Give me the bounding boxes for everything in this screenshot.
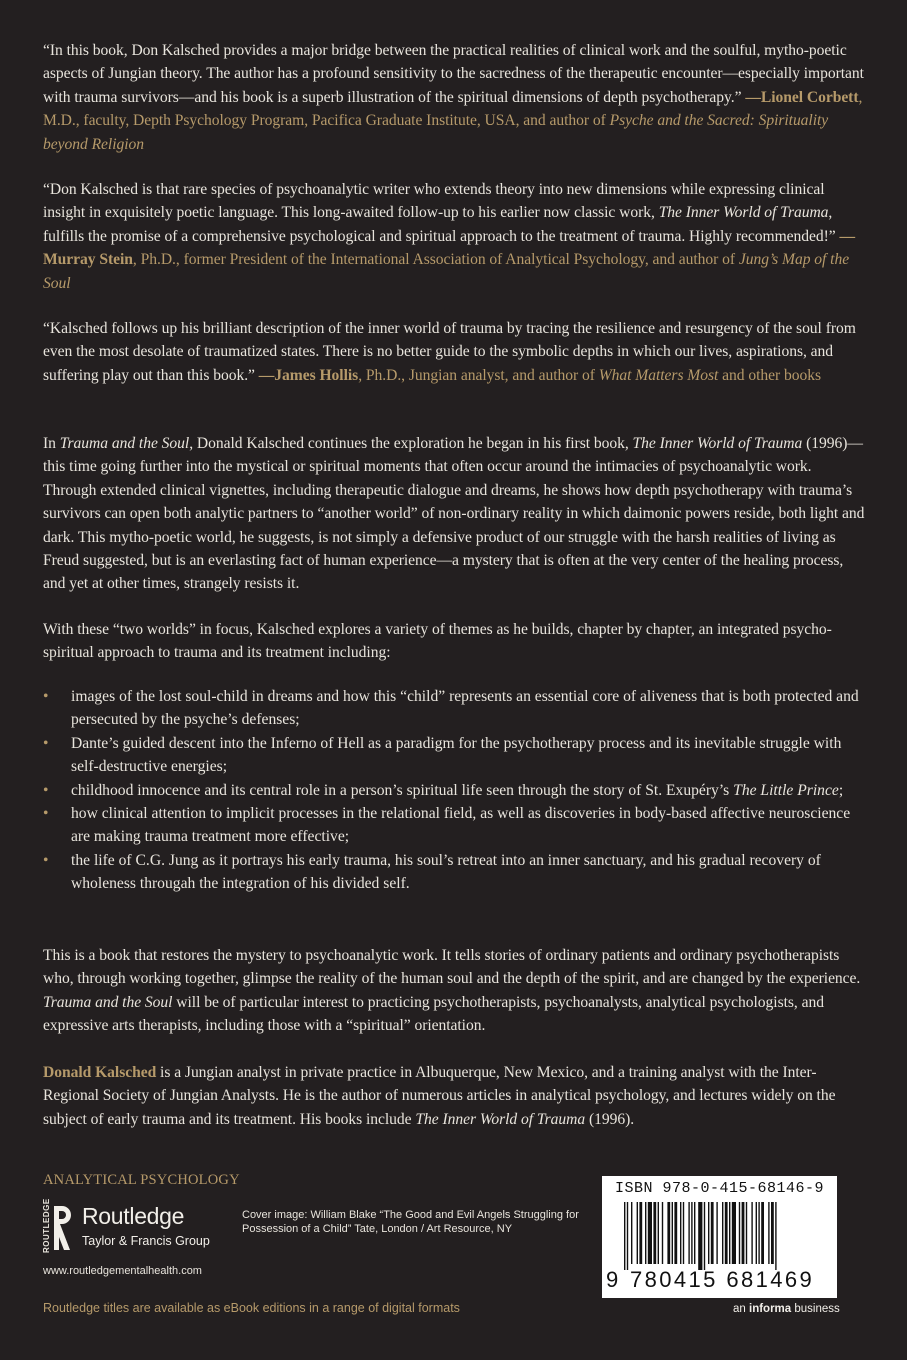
bullet-icon: • (43, 688, 49, 705)
ean-lead-digit: 9 (606, 1267, 619, 1292)
description-paragraph-3: This is a book that restores the mystery to psychoanalytic work. It tells stories of ordinary patients and ordinary psychotherapists who, through working together, glimpse the reality of the human soul and the depth of the spirit, and are changed by the experience. Trauma and the Soul will be of particular interest to practicing psychotherapists, psychoanalysts, analytical psychologists, and expressive arts therapists, including those with a “spiritual” orientation. (43, 947, 861, 1035)
themes-list (43, 685, 865, 896)
list-item: • childhood innocence and its central role in a person’s spiritual life seen through the story of St. Exupéry’s The Little Prince; (43, 779, 865, 802)
cover-credit: Cover image: William Blake “The Good and Evil Angels Struggling for Possession of a Child” Tate, London / Art Resource, NY (242, 1209, 579, 1235)
bullet-icon: • (43, 805, 49, 823)
barcode-icon (624, 1202, 829, 1270)
reviewer-work: What Matters Most (598, 366, 719, 384)
author-name: Donald Kalsched (43, 1064, 157, 1081)
reviewer-name: —Lionel Corbett (745, 88, 859, 106)
publisher-logo (40, 1198, 240, 1257)
list-item: • how clinical attention to implicit processes in the relational field, as well as discoveries in body-based affective neuroscience are making trauma treatment more effective; (43, 802, 865, 849)
isbn-barcode (602, 1176, 837, 1298)
reviewer-work: Jung’s Map of the Soul (43, 251, 850, 292)
bullet-icon: • (43, 734, 49, 752)
publisher-url[interactable]: www.routledgementalhealth.com (43, 1265, 202, 1277)
publisher-group: Taylor & Francis Group (82, 1234, 210, 1248)
reviewer-work: Psyche and the Sacred: Spirituality beyond Religion (43, 112, 829, 153)
publisher-name: Routledge (82, 1203, 185, 1229)
review-quote-stein: “Don Kalsched is that rare species of psychoanalytic writer who extends theory into new dimensions while expressing clinical insight in exquisitely poetic language. This long-awaited follow-up to his earlier now classic work, The Inner World of Trauma, fulfills the promise of a comprehensive psychological and spiritual approach to the treatment of trauma. Highly recommended!” —Murray Stein, Ph.D., former President of the International Association of Analytical Psychology, and author of Jung’s Map of the Soul (43, 181, 856, 292)
reviewer-name: —Murray Stein (43, 227, 856, 269)
review-quote-hollis: “Kalsched follows up his brilliant description of the inner world of trauma by tracing the resilience and resurgency of the soul from even the most desolate of traumatized states. There is no better guide to the symbolic depths in which our lives, aspirations, and suffering play out than this book.” —James Hollis, Ph.D., Jungian analyst, and author of What Matters Most and other books (43, 320, 856, 384)
list-item: • Dante’s guided descent into the Inferno of Hell as a paradigm for the psychotherapy process and its inevitable struggle with self-destructive energies; (43, 732, 865, 779)
list-item: • images of the lost soul-child in dreams and how this “child” represents an essential core of aliveness that is both protected and persecuted by the psyche’s defenses; (43, 685, 865, 732)
bullet-icon: • (43, 851, 49, 869)
bullet-icon: • (43, 781, 49, 799)
publisher-vertical-text: ROUTLEDGE (42, 1198, 51, 1253)
subject-category: ANALYTICAL PSYCHOLOGY (43, 1172, 240, 1188)
description-paragraph-1: In Trauma and the Soul, Donald Kalsched continues the exploration he began in his first book, The Inner World of Trauma (1996)—this time going further into the mystical or spiritual moments that often occur around the intimacies of psychoanalytic work. Through extended clinical vignettes, including therapeutic dialogue and dreams, he shows how depth psychotherapy with trauma’s survivors can open both analytic partners to “another world” of non-ordinary reality in which daimonic powers reside, both light and dark. This mytho-poetic world, he suggests, is not simply a defensive product of our struggle with the harsh realities of living as Freud suggested, but is an everlasting fact of human experience—a mystery that is often at the very center of the healing process, and yet at other times, strangely resists it. (43, 435, 865, 593)
isbn-label: ISBN 978-0-415-68146-9 (614, 1180, 825, 1197)
informa-tagline: an informa business (733, 1303, 840, 1315)
ean-digits: 780415 681469 (630, 1267, 815, 1292)
description-paragraph-2: With these “two worlds” in focus, Kalsched explores a variety of themes as he builds, chapter by chapter, an integrated psycho-spiritual approach to trauma and its treatment including: (43, 621, 832, 662)
reviewer-name: —James Hollis (258, 366, 359, 384)
review-quote-corbett: “In this book, Don Kalsched provides a major bridge between the practical realities of clinical work and the soulful, mytho-poetic aspects of Jungian theory. The author has a profound sensitivity to the sacredness of the therapeutic encounter—especially important with trauma survivors—and his book is a superb illustration of the spiritual dimensions of depth psychotherapy.” —Lionel Corbett, M.D., faculty, Depth Psychology Program, Pacifica Graduate Institute, USA, and author of Psyche and the Sacred: Spirituality beyond Religion (43, 42, 864, 153)
author-bio: Donald Kalsched is a Jungian analyst in private practice in Albuquerque, New Mexico, and a training analyst with the Inter-Regional Society of Jungian Analysts. He is the author of numerous articles in analytical psychology, and lectures widely on the subject of early trauma and its treatment. His books include The Inner World of Trauma (1996). (43, 1064, 836, 1128)
ebook-note: Routledge titles are available as eBook editions in a range of digital formats (43, 1301, 460, 1315)
list-item: • the life of C.G. Jung as it portrays his early trauma, his soul’s retreat into an inner sanctuary, and his gradual recovery of wholeness througah the integration of his divided self. (43, 849, 865, 896)
